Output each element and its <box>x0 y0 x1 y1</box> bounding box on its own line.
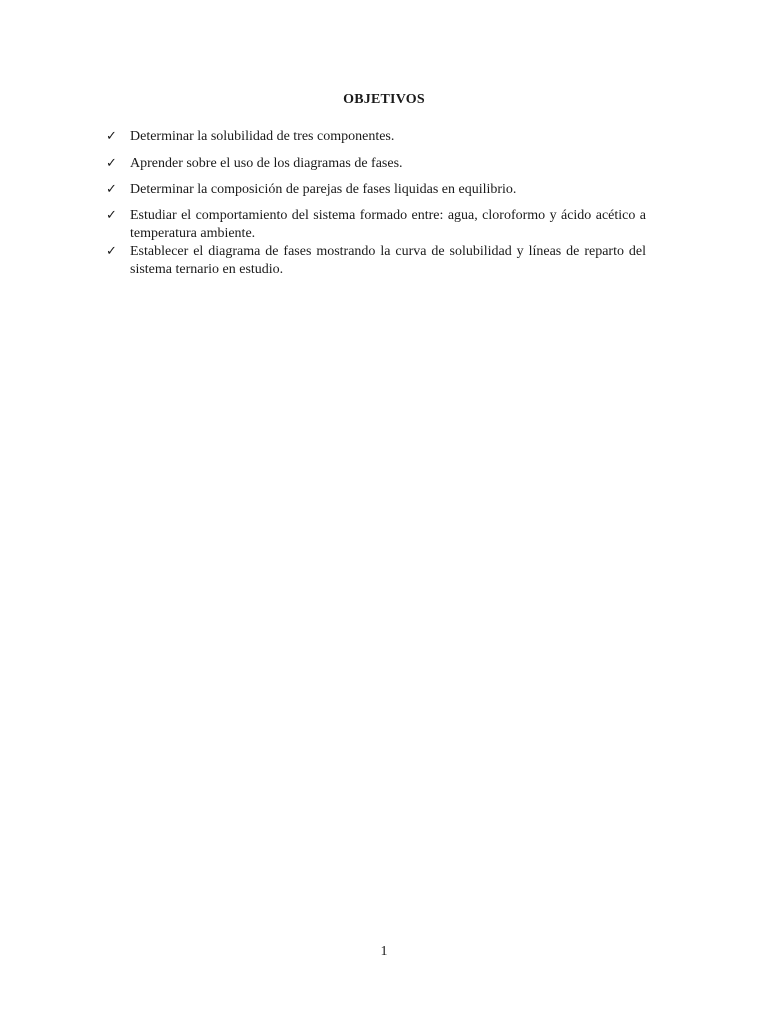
objective-text: Aprender sobre el uso de los diagramas de fases. <box>130 156 403 171</box>
objective-item <box>106 155 646 173</box>
objective-text: Estudiar el comportamiento del sistema formado entre: agua, cloroformo y ácido acético a temperatura ambiente. <box>130 208 646 241</box>
objective-text: Determinar la composición de parejas de fases liquidas en equilibrio. <box>130 182 517 197</box>
objective-text: Determinar la solubilidad de tres componentes. <box>130 129 395 144</box>
checkmark-icon: ✓ <box>106 129 117 144</box>
objective-text: Establecer el diagrama de fases mostrando la curva de solubilidad y líneas de reparto del sistema ternario en estudio. <box>130 244 646 277</box>
checkmark-icon: ✓ <box>106 208 117 223</box>
objective-item <box>106 243 646 279</box>
checkmark-icon: ✓ <box>106 244 117 259</box>
objectives-list <box>106 128 646 279</box>
page-number: 1 <box>380 944 388 959</box>
checkmark-icon: ✓ <box>106 156 117 171</box>
objective-item <box>106 207 646 243</box>
checkmark-icon: ✓ <box>106 182 117 197</box>
page-title: OBJETIVOS <box>343 92 425 107</box>
objective-item <box>106 128 646 146</box>
objective-item <box>106 181 646 199</box>
